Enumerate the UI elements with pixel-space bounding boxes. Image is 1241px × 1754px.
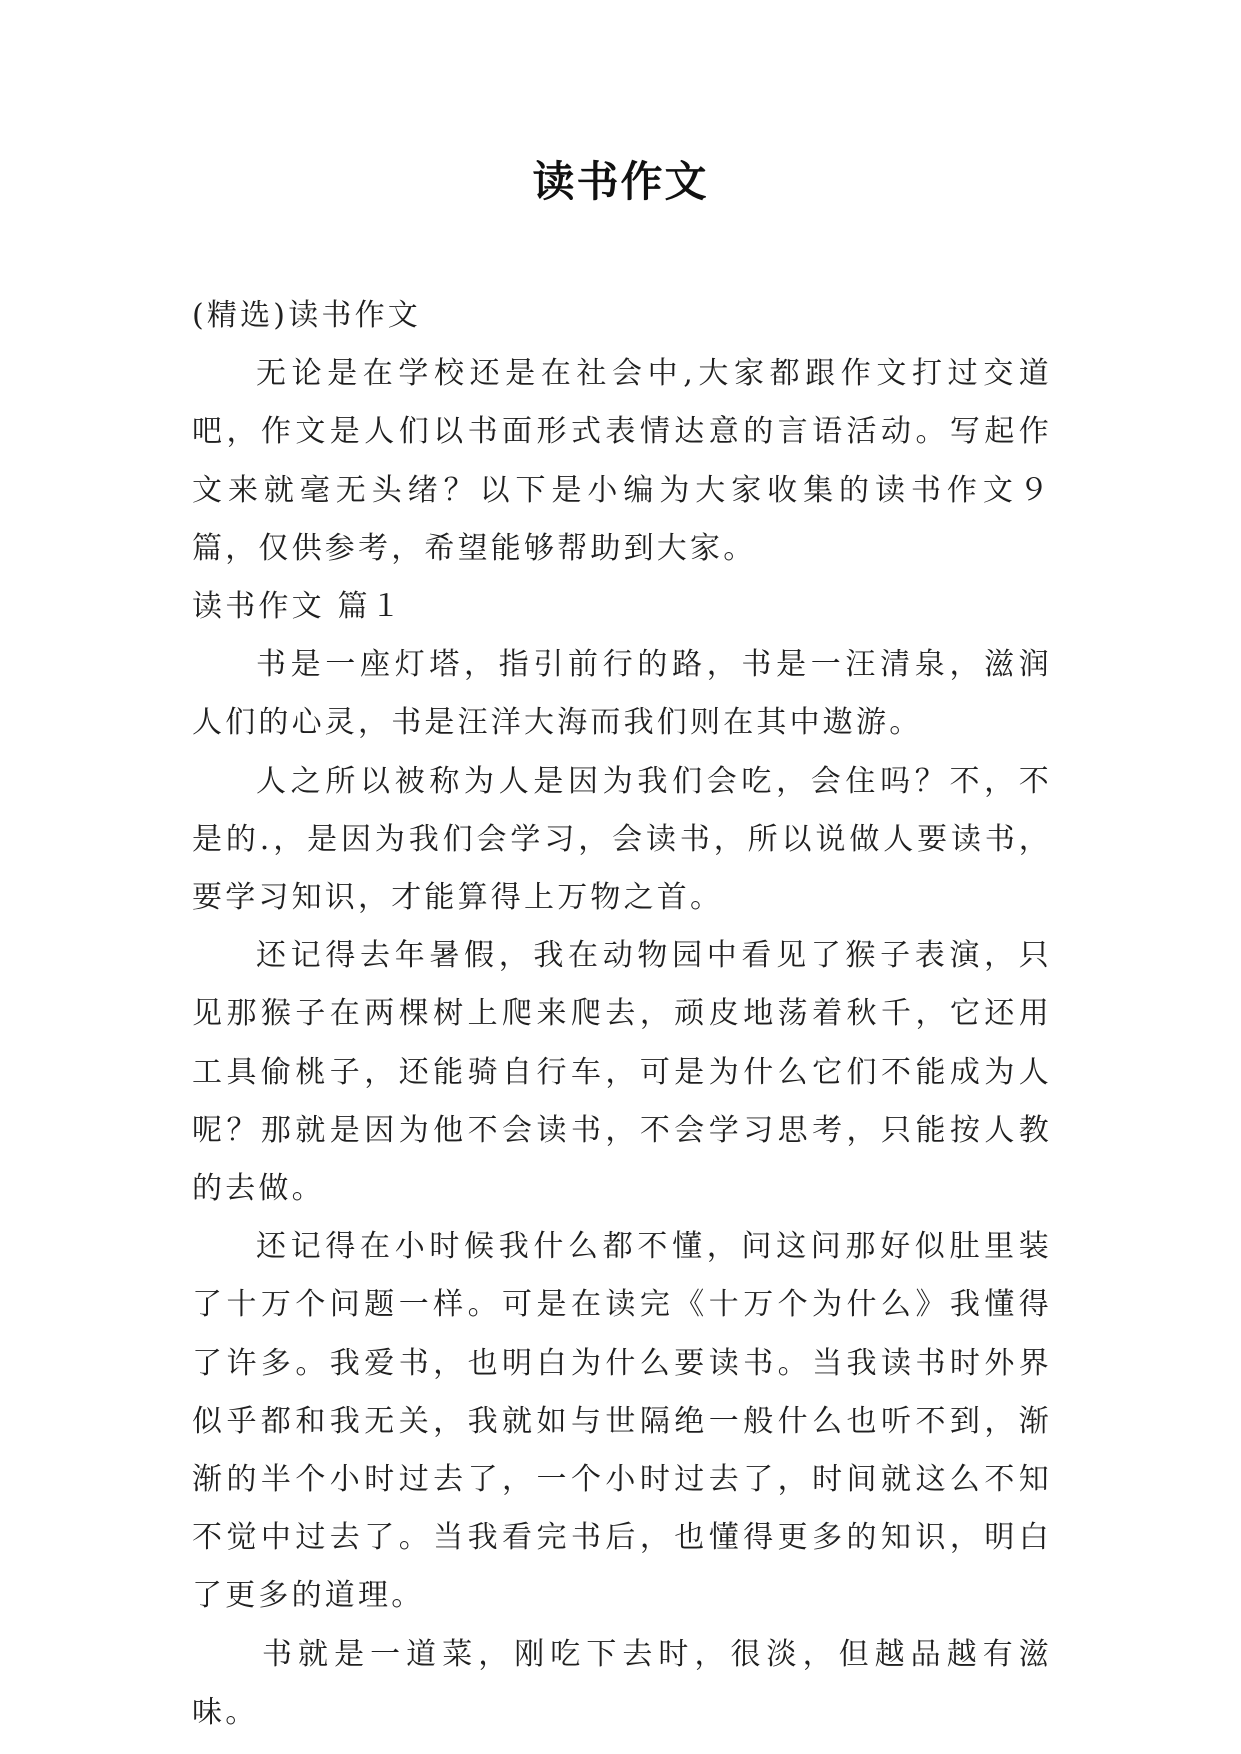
section-heading: 读书作文 篇１	[192, 589, 404, 625]
document-body	[192, 287, 1052, 1742]
subtitle-line: (精选)读书作文	[192, 298, 422, 333]
body-paragraph: 人之所以被称为人是因为我们会吃，会住吗？不，不是的.，是因为我们会学习，会读书，所以说做人要读书，要学习知识，才能算得上万物之首。	[192, 763, 1052, 916]
intro-paragraph: 无论是在学校还是在社会中,大家都跟作文打过交道吧，作文是人们以书面形式表情达意的言语活动。写起作文来就毫无头绪？以下是小编为大家收集的读书作文９篇，仅供参考，希望能够帮助到大家。	[192, 356, 1052, 566]
body-paragraph: 书就是一道菜，刚吃下去时，很淡，但越品越有滋味。	[192, 1636, 1052, 1730]
body-paragraph: 书是一座灯塔，指引前行的路，书是一汪清泉，滋润人们的心灵，书是汪洋大海而我们则在其中遨游。	[192, 647, 1052, 741]
document-title: 读书作文	[532, 157, 709, 206]
body-paragraph: 还记得去年暑假，我在动物园中看见了猴子表演，只见那猴子在两棵树上爬来爬去，顽皮地荡着秋千，它还用工具偷桃子，还能骑自行车，可是为什么它们不能成为人呢？那就是因为他不会读书，不会学习思考，只能按人教的去做。	[192, 938, 1052, 1207]
body-paragraph: 还记得在小时候我什么都不懂，问这问那好似肚里装了十万个问题一样。可是在读完《十万个为什么》我懂得了许多。我爱书，也明白为什么要读书。当我读书时外界似乎都和我无关，我就如与世隔绝一般什么也听不到，渐渐的半个小时过去了，一个小时过去了，时间就这么不知不觉中过去了。当我看完书后，也懂得更多的知识，明白了更多的道理。	[192, 1229, 1052, 1614]
